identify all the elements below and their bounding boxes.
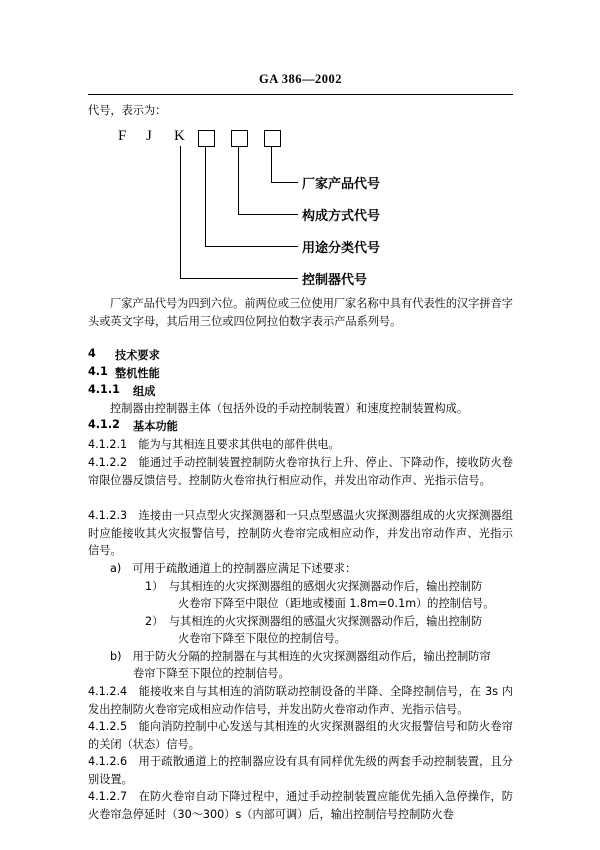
leader-line-v-1 [271,146,272,182]
code-letter-j: J [146,128,152,144]
section-4-1-2-title: 基本功能 [133,420,178,433]
section-4-number: 4 [88,347,96,360]
header-rule [88,94,513,95]
list-item-a: a) 可用于疏散通道上的控制器应满足下述要求： [110,562,357,575]
section-4-1-1-number: 4.1.1 [88,383,120,396]
clause-4-1-2-2: 4.1.2.2 能通过手动控制装置控制防火卷帘执行上升、停止、下降动作，接收防火卷帘限位器反馈信号、控制防火卷帘执行相应动作，并发出帘动作声、光指示信号。 [88,456,513,487]
code-letter-f: F [118,128,127,144]
diagram-label-factory-product-code: 厂家产品代号 [302,177,381,192]
code-box-3 [264,130,281,147]
leader-line-v-3 [205,146,206,246]
model-code-diagram [88,100,513,290]
list-item-a-1: 1） 与其相连的火灾探测器组的感烟火灾探测器动作后，输出控制防 [145,580,483,593]
diagram-label-usage-code: 用途分类代号 [302,241,381,256]
diagram-intro-text: 代号，表示为： [88,104,167,117]
leader-line-h-4 [180,278,298,279]
leader-line-h-3 [205,246,298,247]
clause-4-1-2-4: 4.1.2.4 能接收来自与其相连的消防联动控制设备的半降、全降控制信号，在 3s 内发出控制防火卷帘完成相应动作信号，并发出防火卷帘动作声、光指示信号。 [88,685,513,716]
clause-4-1-2-1: 4.1.2.1 能为与其相连且要求其供电的部件供电。 [88,438,340,451]
list-item-b: b) 用于防火分隔的控制器在与其相连的火灾探测器组动作后，输出控制防帘 [110,650,491,663]
section-4-1-1-body: 控制器由控制器主体（包括外设的手动控制装置）和速度控制装置构成。 [110,402,469,415]
list-item-a-2: 2） 与其相连的火灾探测器组的感温火灾探测器动作后，输出控制防 [145,615,483,628]
leader-line-v-2 [238,146,239,214]
clause-4-1-2-7: 4.1.2.7 在防火卷帘自动下降过程中，通过手动控制装置应能优先插入急停操作，防火卷帘急停延时（30～300）s（内部可调）后，输出控制信号控制防火卷 [88,790,513,821]
section-4-1-1-title: 组成 [133,385,156,398]
code-box-1 [198,130,215,147]
diagram-label-controller-code: 控制器代号 [302,273,368,288]
section-4-1-title: 整机性能 [115,367,160,380]
diagram-label-composition-code: 构成方式代号 [302,209,381,224]
list-item-a-1-cont: 火卷帘下降至中限位（距地或楼面 1.8m=0.1m）的控制信号。 [178,597,495,610]
section-4-title: 技术要求 [115,349,160,362]
list-item-b-cont: 卷帘下降至下限位的控制信号。 [133,667,290,680]
code-letter-k: K [174,128,185,144]
page-header: GA 386—2002 [259,72,342,86]
code-box-2 [231,130,248,147]
leader-line-h-2 [238,214,298,215]
leader-line-h-1 [271,182,298,183]
section-4-1-2-number: 4.1.2 [88,418,120,431]
clause-4-1-2-6: 4.1.2.6 用于疏散通道上的控制器应设有具有同样优先级的两套手动控制装置，且分别设置。 [88,755,513,786]
clause-4-1-2-5: 4.1.2.5 能向消防控制中心发送与其相连的火灾探测器组的火灾报警信号和防火卷帘的关闭（状态）信号。 [88,720,513,751]
section-4-1-number: 4.1 [88,365,108,378]
paragraph-factory-code: 厂家产品代号为四到六位。前两位或三位使用厂家名称中具有代表性的汉字拼音字头或英文字母，其后用三位或四位阿拉伯数字表示产品系列号。 [88,297,513,328]
clause-4-1-2-3: 4.1.2.3 连接由一只点型火灾探测器和一只点型感温火灾探测器组成的火灾探测器组时应能接收其火灾报警信号，控制防火卷帘完成相应动作，并发出帘动作声、光指示信号。 [88,509,513,557]
list-item-a-2-cont: 火卷帘下降至下限位的控制信号。 [178,632,346,645]
leader-line-v-4 [180,146,181,278]
